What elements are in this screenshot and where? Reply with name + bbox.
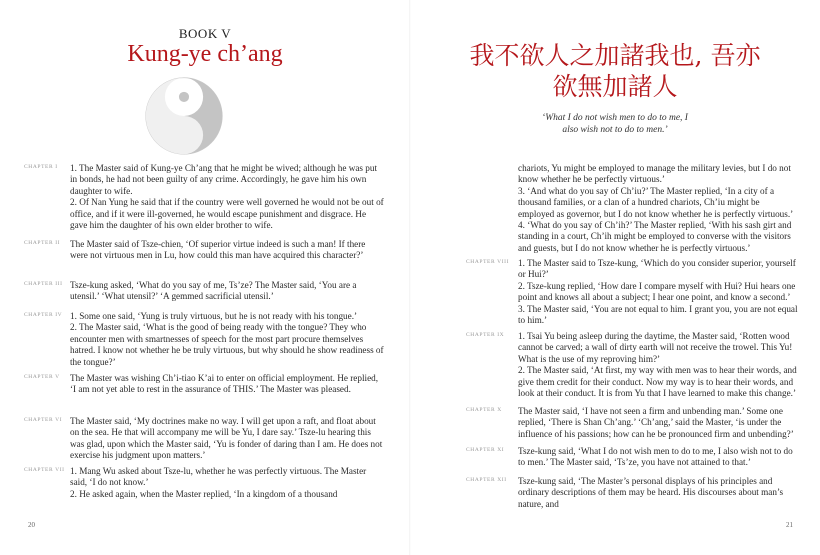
paragraph: Tsze-kung said, ‘The Master’s personal displays of his principles and ordinary descriptions of them may be heard. His discourses about man’s nature, and — [518, 476, 784, 509]
translation-line: also wish not to do to men.’ — [562, 125, 668, 135]
chapter-text — [70, 416, 384, 462]
right-page — [410, 0, 820, 555]
paragraph: 2. The Master said, ‘What is the good of being ready with the tongue? They who encounter men with smartnesses of speech for the most part procure themselves hatred. I know not whether he be truly virtuous, but why should he show readiness of the tongue?’ — [70, 322, 384, 367]
paragraph: Tsze-kung asked, ‘What do you say of me, Ts’ze? The Master said, ‘You are a utensil.’ ‘What utensil?’ ‘A gemmed sacrificial utensil.’ — [70, 280, 357, 302]
chapter-label: CHAPTER II — [24, 240, 61, 246]
paragraph: 1. Tsai Yu being asleep during the daytime, the Master said, ‘Rotten wood cannot be carved; a wall of dirty earth will not receive the trowel. This Yu! What is the use of my reproving him?’ — [518, 331, 793, 364]
chapter-label: CHAPTER XII — [466, 477, 507, 483]
chapter-text — [518, 163, 798, 254]
chapter-text — [70, 280, 384, 303]
chinese-title — [410, 40, 820, 102]
paragraph: The Master said, ‘I have not seen a firm and unbending man.’ Some one replied, ‘There is Shan Ch’ang.’ ‘Ch’ang,’ said the Master, ‘is under the influence of his passions; how can he be pronounced firm and unbending?’ — [518, 406, 794, 439]
paragraph: 4. ‘What do you say of Ch’ih?’ The Master replied, ‘With his sash girt and standing in a court, Ch’ih might be employed to converse with the visitors and guests, but I do not know whether he is perfectly virtuous.’ — [518, 220, 792, 253]
chapter-label: CHAPTER VIII — [466, 259, 510, 265]
chapter-text — [518, 406, 798, 440]
chapter-label: CHAPTER IV — [24, 312, 63, 318]
chapter-text — [70, 373, 384, 396]
chapter-label: CHAPTER IX — [466, 332, 505, 338]
chapter-label: CHAPTER XI — [466, 447, 505, 453]
page-number: 21 — [786, 521, 793, 529]
paragraph: 1. Mang Wu asked about Tsze-lu, whether he was perfectly virtuous. The Master said, ‘I do not know.’ — [70, 466, 367, 488]
chapter-label: CHAPTER VII — [24, 467, 65, 473]
chapter-text — [70, 311, 384, 368]
paragraph: 1. The Master said of Kung-ye Ch’ang that he might be wived; although he was put in bonds, he had not been guilty of any crime. Accordingly, he gave him his own daughter to wife. — [70, 163, 378, 196]
paragraph: 2. The Master said, ‘At first, my way with men was to hear their words, and give them credit for their conduct. Now my way is to hear their words, and look at their conduct. It is from Yu that I have learned to make this change.’ — [518, 365, 797, 399]
chapter-text — [70, 163, 384, 231]
chinese-title-line: 我不欲人之加諸我也, 吾亦 — [469, 41, 761, 70]
paragraph: 3. The Master said, ‘You are not equal to him. I grant you, you are not equal to him.’ — [518, 303, 798, 326]
paragraph: The Master said, ‘My doctrines make no way. I will get upon a raft, and float about on the sea. He that will accompany me will be Yu, I dare say.’ Tsze-lu hearing this was glad, upon which the Master said, ‘Yu is fonder of daring than I am. He does not exercise his judgment upon matters.’ — [70, 416, 383, 461]
chapter-text — [518, 258, 798, 326]
title-translation — [410, 112, 820, 136]
chinese-title-line: 欲無加諸人 — [552, 72, 678, 101]
paragraph: chariots, Yu might be employed to manage the military levies, but I do not know whether he be perfectly virtuous.’ — [518, 163, 791, 185]
paragraph: 2. Of Nan Yung he said that if the country were well governed he would not be out of office, and if it were ill-governed, he would escape punishment and disgrace. He gave him the daughter of his own elder brother to wife. — [70, 197, 384, 231]
chapter-text — [70, 239, 384, 262]
chapter-text — [70, 466, 384, 500]
chapter-label: CHAPTER V — [24, 374, 60, 380]
paragraph: 1. The Master said to Tsze-kung, ‘Which do you consider superior, yourself or Hui?’ — [518, 258, 796, 280]
book-title: Kung-ye ch’ang — [127, 41, 283, 67]
chapter-label: CHAPTER I — [24, 164, 58, 170]
page-number: 20 — [28, 521, 35, 529]
paragraph: 1. Some one said, ‘Yung is truly virtuous, but he is not ready with his tongue.’ — [70, 311, 358, 321]
chapter-text — [518, 446, 798, 469]
book-label: BOOK V — [178, 26, 232, 41]
chapter-text — [518, 331, 798, 399]
paragraph: The Master said of Tsze-chien, ‘Of superior virtue indeed is such a man! If there were not virtuous men in Lu, how could this man have acquired this character?’ — [70, 239, 366, 261]
paragraph: The Master was wishing Ch’i-tiao K’ai to enter on official employment. He replied, ‘I am not yet able to rest in the assurance of THIS.’ The Master was pleased. — [70, 373, 379, 395]
chapter-label: CHAPTER VI — [24, 417, 63, 423]
chapter-text — [518, 476, 798, 510]
paragraph: 2. Tsze-kung replied, ‘How dare I compare myself with Hui? Hui hears one point and knows all about a subject; I hear one point, and know a second.’ — [518, 280, 796, 303]
chapter-label: CHAPTER X — [466, 407, 502, 413]
yin-yang-icon — [145, 77, 223, 155]
paragraph: 2. He asked again, when the Master replied, ‘In a kingdom of a thousand — [70, 488, 338, 499]
paragraph: 3. ‘And what do you say of Ch’iu?’ The Master replied, ‘In a city of a thousand families, or a clan of a hundred chariots, Ch’iu might be employed as governor, but I do not know whether he is perfectly virtuous.’ — [518, 185, 794, 219]
paragraph: Tsze-kung said, ‘What I do not wish men to do to me, I also wish not to do to men.’ The Master said, ‘Ts’ze, you have not attained to that.’ — [518, 446, 793, 468]
chapter-label: CHAPTER III — [24, 281, 63, 287]
translation-line: ‘What I do not wish men to do to me, I — [542, 113, 688, 123]
